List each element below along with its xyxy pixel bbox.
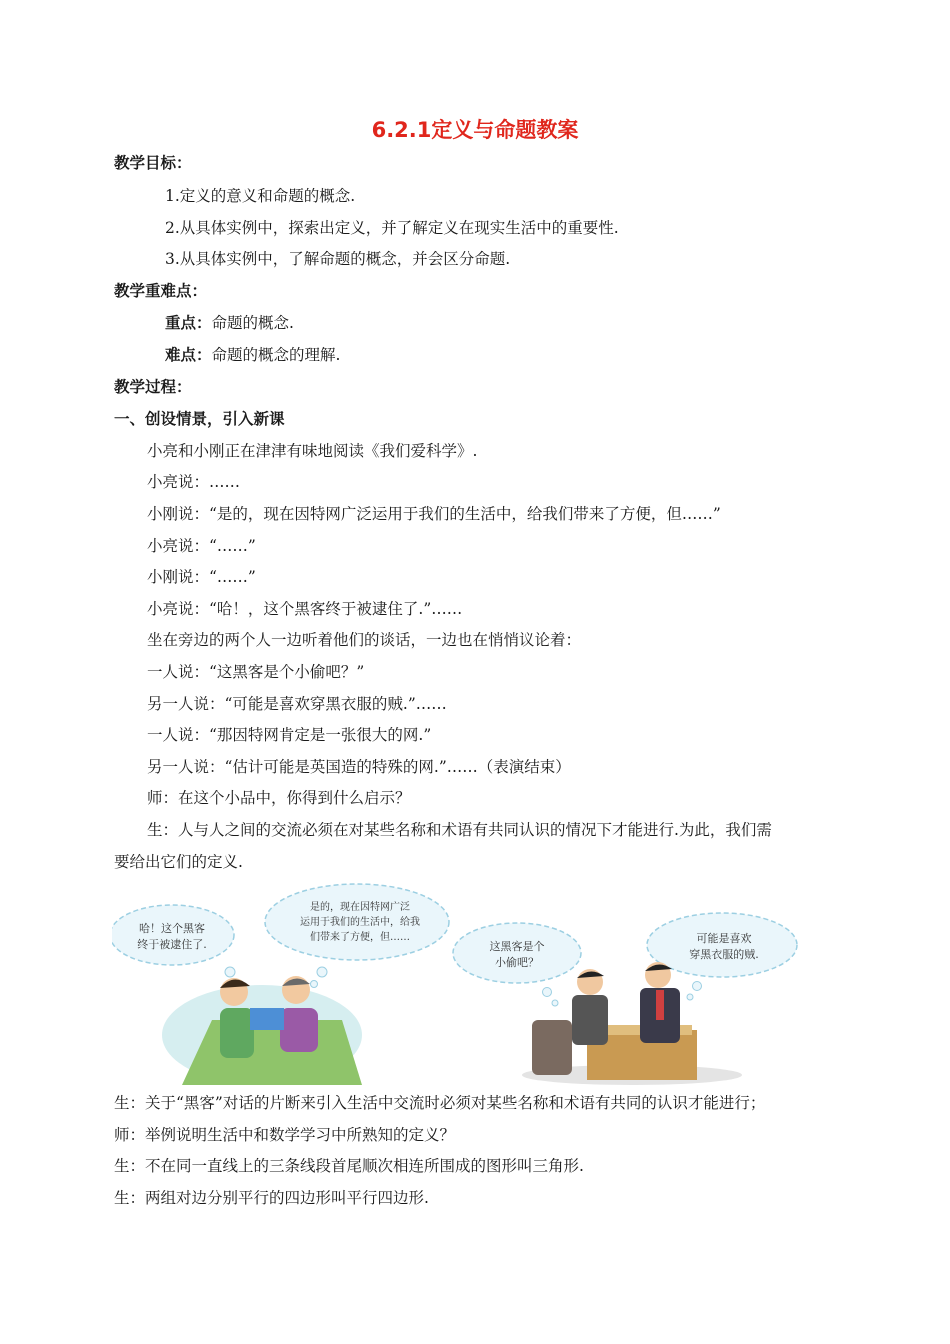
- section-heading-keypoints: 教学重难点：: [114, 282, 208, 300]
- men-at-desk-scene: [522, 962, 742, 1085]
- bubble-text: 可能是喜欢: [696, 932, 752, 945]
- comic-illustration: [112, 880, 842, 1085]
- dialogue-line: 要给出它们的定义.: [114, 853, 243, 871]
- bubble-text: 这黑客是个: [489, 940, 545, 953]
- section-heading-process: 教学过程：: [114, 378, 192, 396]
- dialogue-line: 小刚说：“……”: [147, 568, 256, 586]
- speech-bubble-center: [265, 884, 449, 988]
- bubble-text: 们带来了方便，但……: [310, 932, 410, 943]
- difficult-point: [165, 345, 340, 365]
- speech-bubble-right-1: [453, 923, 581, 1006]
- difficult-point-text: 命题的概念的理解.: [211, 346, 341, 364]
- dialogue-line: 师：举例说明生活中和数学学习中所熟知的定义？: [114, 1126, 456, 1144]
- bubble-text: 哈！这个黑客: [139, 922, 205, 935]
- dialogue-line: 生：两组对边分别平行的四边形叫平行四边形.: [114, 1189, 429, 1207]
- key-point-label: 重点：: [165, 314, 212, 332]
- dialogue-line: 生：不在同一直线上的三条线段首尾顺次相连所围成的图形叫三角形.: [114, 1157, 584, 1175]
- dialogue-line: 一人说：“这黑客是个小偷吧？”: [147, 663, 365, 681]
- dialogue-line: 另一人说：“可能是喜欢穿黑衣服的贼.”……: [147, 695, 447, 713]
- dialogue-line: 小亮说：“……”: [147, 537, 256, 555]
- document-title: 6.2.1定义与命题教案: [371, 118, 579, 142]
- speech-bubble-right-2: [647, 913, 797, 1000]
- key-point: [165, 313, 294, 333]
- dialogue-line: 小亮说：“哈！，这个黑客终于被逮住了.”……: [147, 600, 463, 618]
- dialogue-line: 生：人与人之间的交流必须在对某些名称和术语有共同认识的情况下才能进行.为此，我们需: [147, 821, 772, 839]
- boys-reading-scene: [162, 976, 362, 1085]
- dialogue-line: 小亮说：……: [147, 473, 241, 491]
- dialogue-line: 坐在旁边的两个人一边听着他们的谈话，一边也在悄悄议论着：: [147, 631, 582, 649]
- bubble-text: 运用于我们的生活中，给我: [300, 917, 420, 928]
- dialogue-line: 生：关于“黑客”对话的片断来引入生活中交流时必须对某些名称和术语有共同的认识才能进行；: [114, 1094, 766, 1112]
- goal-item: 3.从具体实例中，了解命题的概念，并会区分命题.: [165, 250, 511, 268]
- difficult-point-label: 难点：: [165, 346, 212, 364]
- section-heading-part1: 一、创设情景，引入新课: [114, 410, 285, 428]
- dialogue-line: 另一人说：“估计可能是英国造的特殊的网.”……（表演结束）: [147, 758, 571, 776]
- goal-item: 2.从具体实例中，探索出定义，并了解定义在现实生活中的重要性.: [165, 219, 619, 237]
- dialogue-line: 师：在这个小品中，你得到什么启示？: [147, 789, 411, 807]
- goal-item: 1.定义的意义和命题的概念.: [165, 187, 356, 205]
- bubble-text: 小偷吧？: [495, 956, 539, 969]
- dialogue-line: 小亮和小刚正在津津有味地阅读《我们爱科学》.: [147, 442, 478, 460]
- key-point-text: 命题的概念.: [211, 314, 294, 332]
- dialogue-line: 小刚说：“是的，现在因特网广泛运用于我们的生活中，给我们带来了方便，但……”: [147, 505, 721, 523]
- bubble-text: 终于被逮住了.: [137, 938, 207, 951]
- bubble-text: 是的，现在因特网广泛: [310, 902, 410, 913]
- bubble-text: 穿黑衣服的贼.: [689, 948, 759, 961]
- speech-bubble-left: [112, 905, 244, 988]
- dialogue-line: 一人说：“那因特网肯定是一张很大的网.”: [147, 726, 432, 744]
- section-heading-goals: 教学目标：: [114, 154, 192, 172]
